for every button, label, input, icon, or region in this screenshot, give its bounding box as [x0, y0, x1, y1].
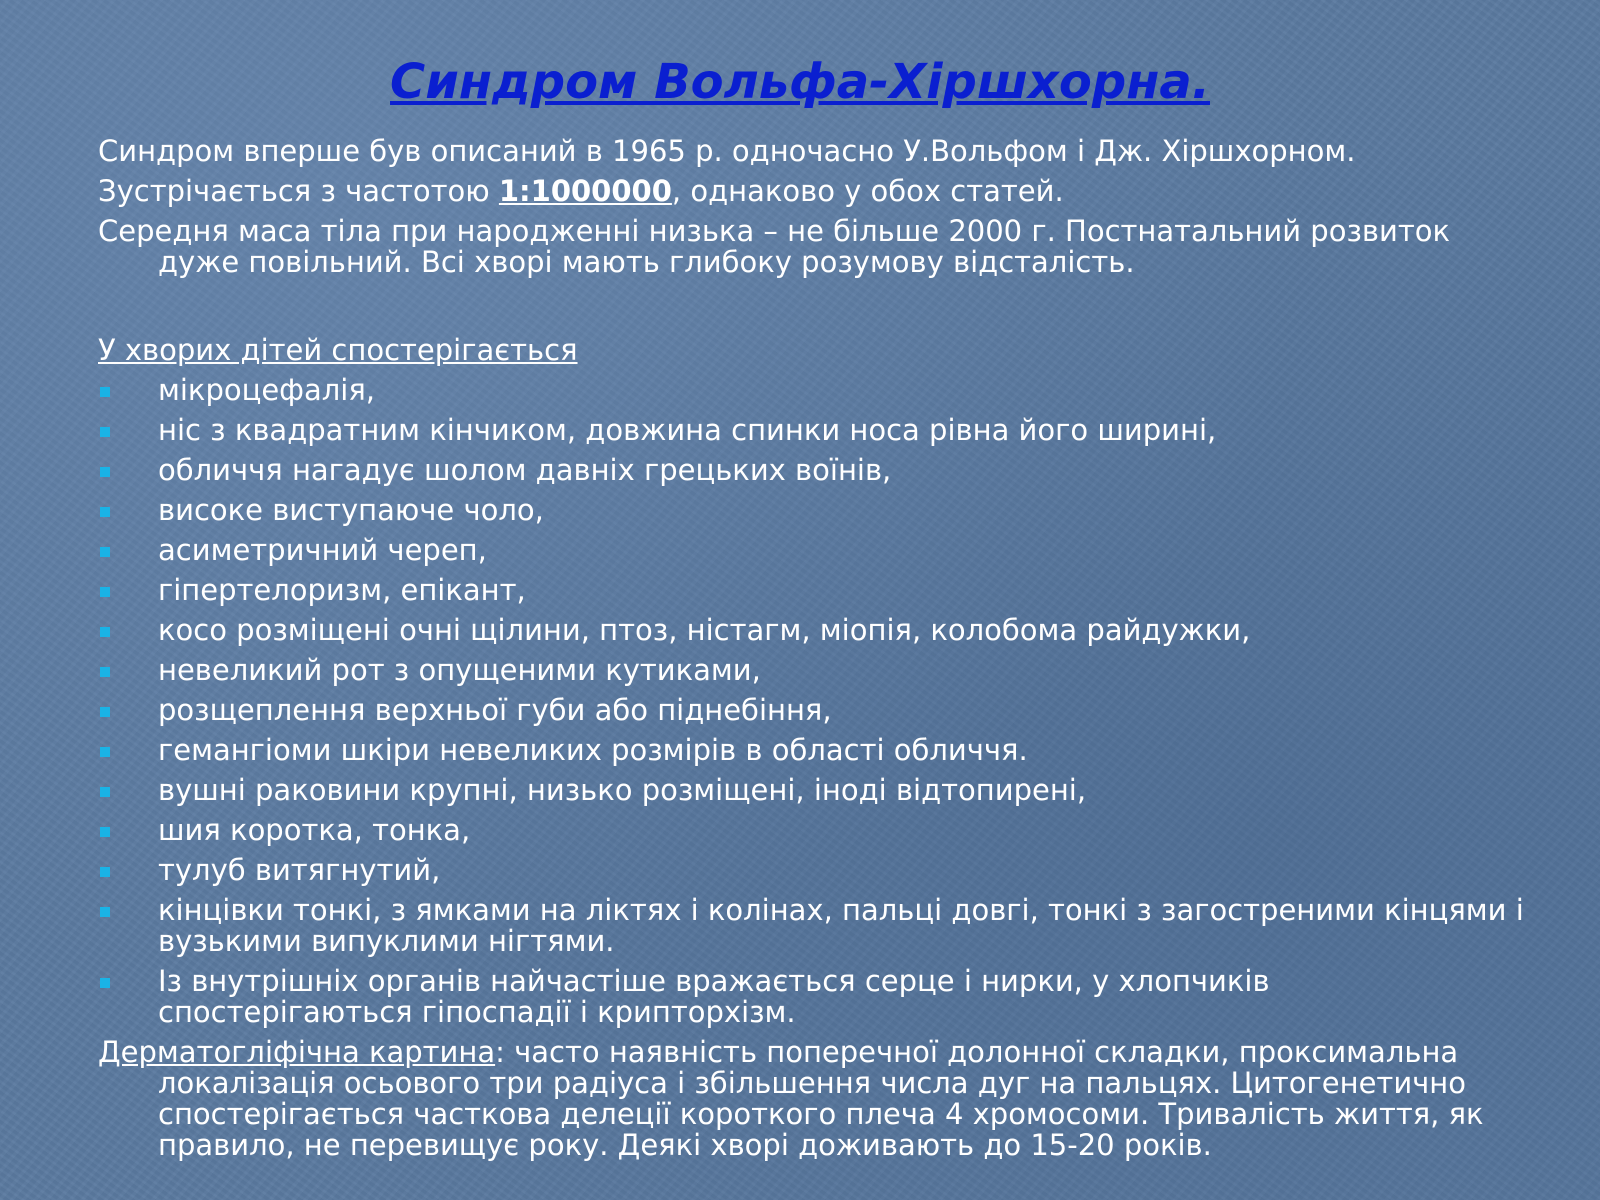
sign-item — [98, 775, 1528, 806]
square-bullet-icon — [100, 827, 110, 837]
dermatoglyphics-text: : часто наявність поперечної долонної складки, проксимальна локалізація осьового три радіуса і збільшення числа дуг на пальцях. Цитогенетично спостерігається часткова делеції короткого плеча 4 хромосоми. Тривалість життя, як правило, не перевищує року. Деякі хворі доживають до 15-20 років. — [158, 1035, 1484, 1162]
sign-item — [98, 615, 1528, 646]
frequency-lead: Зустрічається з частотою — [98, 174, 499, 208]
sign-item — [98, 735, 1528, 766]
square-bullet-icon — [100, 978, 110, 988]
square-bullet-icon — [100, 667, 110, 677]
square-bullet-icon — [100, 587, 110, 597]
sign-item — [98, 895, 1528, 957]
sign-text: високе виступаюче чоло, — [158, 493, 544, 527]
sign-text: гемангіоми шкіри невеликих розмірів в області обличчя. — [158, 733, 1028, 767]
sign-text: шия коротка, тонка, — [158, 813, 471, 847]
square-bullet-icon — [100, 467, 110, 477]
square-bullet-icon — [100, 547, 110, 557]
slide-content — [98, 136, 1528, 1161]
sign-text: Із внутрішніх органів найчастіше вражається серце і нирки, у хлопчиків спостерігаються гіпоспадії і крипторхізм. — [158, 964, 1270, 1029]
sign-text: тулуб витягнутий, — [158, 853, 441, 887]
sign-text: невеликий рот з опущеними кутиками, — [158, 653, 761, 687]
sign-item — [98, 815, 1528, 846]
square-bullet-icon — [100, 627, 110, 637]
sign-text: косо розміщені очні щілини, птоз, ністагм, міопія, колобома райдужки, — [158, 613, 1251, 647]
intro-paragraph-3: Середня маса тіла при народженні низька – не більше 2000 г. Постнатальний розвиток дуже повільний. Всі хворі мають глибоку розумову відсталість. — [98, 214, 1450, 279]
sign-text: гіпертелоризм, епікант, — [158, 573, 526, 607]
sign-item — [98, 455, 1528, 486]
square-bullet-icon — [100, 427, 110, 437]
spacer — [98, 287, 1528, 335]
sign-item — [98, 535, 1528, 566]
intro-paragraph-2 — [98, 176, 1528, 207]
square-bullet-icon — [100, 707, 110, 717]
signs-heading: У хворих дітей спостерігається — [98, 333, 578, 367]
frequency-tail: , однаково у обох статей. — [671, 174, 1064, 208]
sign-text: обличчя нагадує шолом давніх грецьких воїнів, — [158, 453, 892, 487]
sign-item — [98, 375, 1528, 406]
square-bullet-icon — [100, 747, 110, 757]
sign-item — [98, 855, 1528, 886]
sign-item — [98, 695, 1528, 726]
square-bullet-icon — [100, 387, 110, 397]
square-bullet-icon — [100, 507, 110, 517]
sign-item — [98, 495, 1528, 526]
slide-title: Синдром Вольфа-Хіршхорна. — [390, 54, 1210, 110]
frequency-value: 1:1000000 — [498, 174, 672, 208]
sign-text: ніс з квадратним кінчиком, довжина спинки носа рівна його ширині, — [158, 413, 1217, 447]
sign-item — [98, 966, 1528, 1028]
dermatoglyphics-label: Дерматогліфічна картина — [98, 1035, 496, 1069]
intro-paragraph-1: Синдром вперше був описаний в 1965 р. одночасно У.Вольфом і Дж. Хіршхорном. — [98, 134, 1356, 168]
sign-item — [98, 575, 1528, 606]
square-bullet-icon — [100, 867, 110, 877]
square-bullet-icon — [100, 907, 110, 917]
sign-text: розщеплення верхньої губи або піднебіння, — [158, 693, 832, 727]
sign-text: асиметричний череп, — [158, 533, 487, 567]
sign-text: кінцівки тонкі, з ямками на ліктях і колінах, пальці довгі, тонкі з загостреними кінцями і вузькими випуклими нігтями. — [158, 893, 1524, 958]
sign-text: вушні раковини крупні, низько розміщені, іноді відтопирені, — [158, 773, 1087, 807]
sign-item — [98, 655, 1528, 686]
square-bullet-icon — [100, 787, 110, 797]
dermatoglyphics-paragraph — [98, 1037, 1528, 1161]
signs-list — [98, 375, 1528, 1028]
sign-item — [98, 415, 1528, 446]
sign-text: мікроцефалія, — [158, 373, 376, 407]
